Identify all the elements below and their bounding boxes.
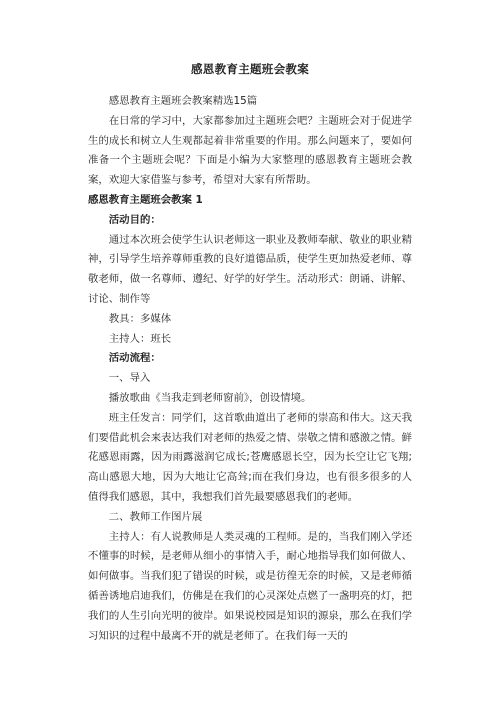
paragraph: 一、导入 xyxy=(108,372,151,385)
paragraph: 教具：多媒体 xyxy=(108,312,172,325)
paragraph: 感恩教育主题班会教案精选15篇 xyxy=(108,95,258,107)
paragraph: 在日常的学习中，大家都参加过主题班会吧？主题班会对于促进学生的成长和树立人生观都起着非常重要的作用。那么问题来了，要如何准备一个主题班会呢？下面是小编为大家整理的感恩教育主题班会教案，欢迎大家借鉴与参考，希望对大家有所帮助。 xyxy=(88,114,412,187)
document-title: 感恩教育主题班会教案 xyxy=(191,62,309,76)
document-page xyxy=(88,60,412,646)
paragraph: 播放歌曲《当我走到老师窗前》，创设情境。 xyxy=(108,391,312,404)
paragraph: 主持人：班长 xyxy=(108,332,172,345)
paragraph: 二、教师工作图片展 xyxy=(108,510,203,523)
paragraph: 主持人：有人说教师是人类灵魂的工程师。是的，当我们刚入学还不懂事的时候，是老师从细小的事情入手，耐心地指导我们如何做人、如何做事。当我们犯了错误的时候，或是彷徨无奈的时候，又是老师循循善诱地启迪我们，仿佛是在我们的心灵深处点燃了一盏明亮的灯，把我们的人生引向光明的彼岸。如果说校园是知识的源泉，那么在我们学习知识的过程中最离不开的就是老师了。在我们每一天的 xyxy=(88,530,412,642)
section-heading: 感恩教育主题班会教案 1 xyxy=(88,193,203,206)
section-heading: 活动流程： xyxy=(108,352,161,365)
section-heading: 活动目的： xyxy=(108,213,161,226)
paragraph: 班主任发言：同学们，这首歌曲道出了老师的崇高和伟大。这天我们要借此机会来表达我们对老师的热爱之情、崇敬之情和感激之情。鲜花感恩雨露，因为雨露滋润它成长;苍鹰感恩长空，因为长空让它飞翔;高山感恩大地，因为大地让它高耸;而在我们身边，也有很多很多的人值得我们感恩，其中，我想我们首先最要感恩我们的老师。 xyxy=(88,411,412,503)
document-body xyxy=(88,92,412,646)
paragraph: 通过本次班会使学生认识老师这一职业及教师奉献、敬业的职业精神，引导学生培养尊师重教的良好道德品质，使学生更加热爱老师、尊敬老师，做一名尊师、遵纪、好学的好学生。活动形式：朗诵、讲解、讨论、制作等 xyxy=(88,233,412,305)
